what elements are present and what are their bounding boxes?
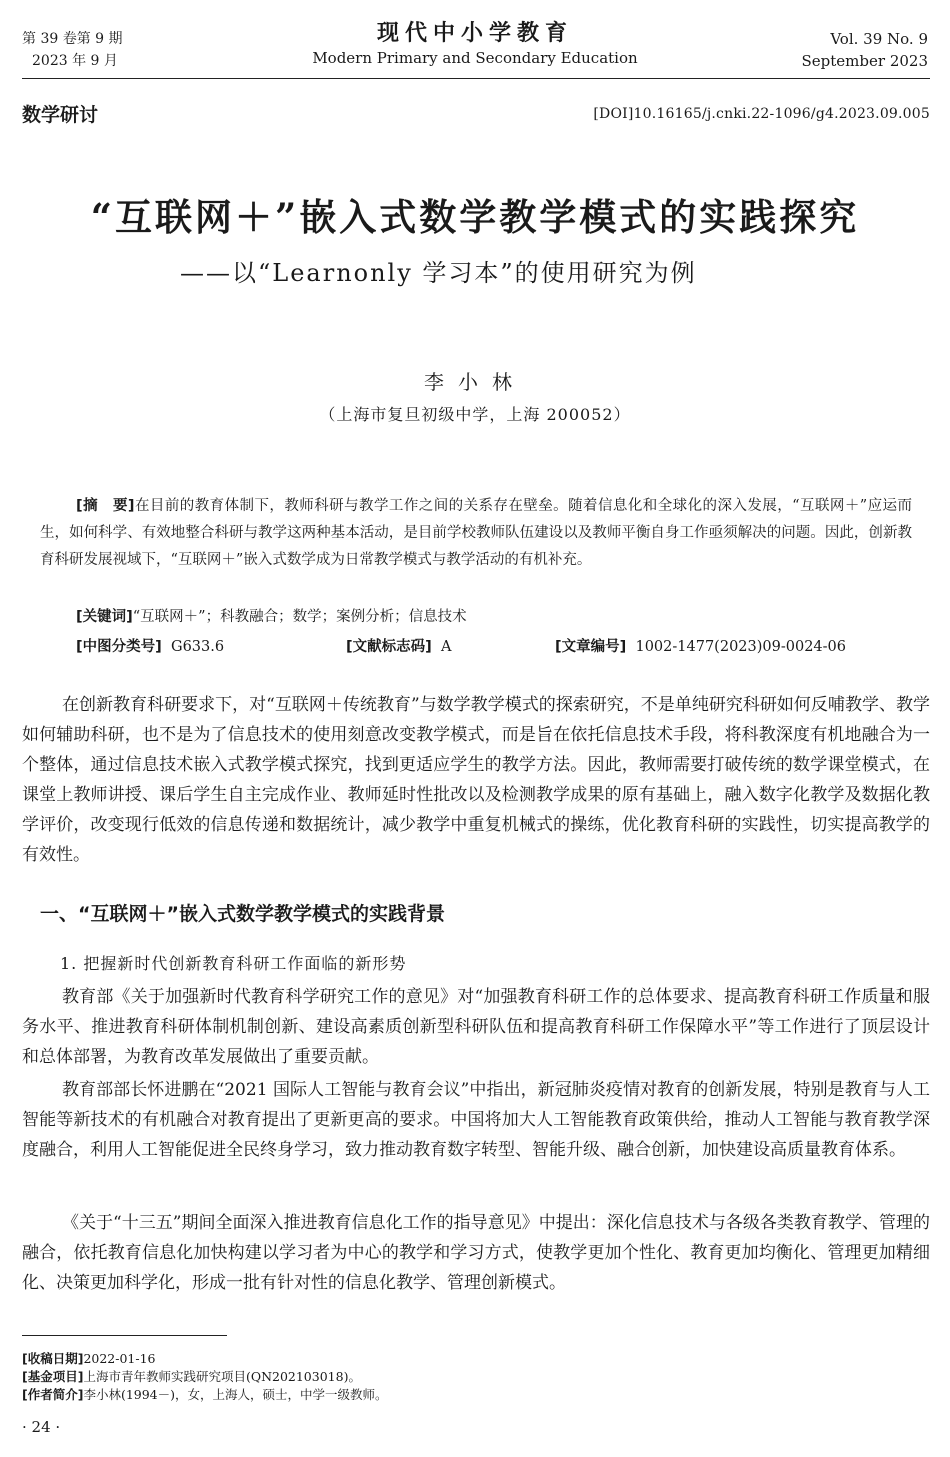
fund-text: 上海市青年教师实践研究项目(QN202103018)。	[83, 1369, 361, 1384]
footnote-author-bio	[22, 1386, 388, 1403]
abstract-label: [摘 要]	[76, 498, 135, 514]
footnote-divider	[22, 1335, 227, 1336]
journal-masthead	[300, 18, 650, 68]
subsection-heading-1: 1. 把握新时代创新教育科研工作面临的新形势	[60, 954, 407, 973]
footnote-fund	[22, 1368, 361, 1385]
header-right	[802, 28, 928, 72]
body-paragraph-3: 《关于“十三五”期间全面深入推进教育信息化工作的指导意见》中提出：深化信息技术与各级各类教育教学、管理的融合，依托教育信息化加快构建以学习者为中心的教学和学习方式，使教学更加个性化、教育更加均衡化、管理更加精细化、决策更加科学化，形成一批有针对性的信息化教学、管理创新模式。	[22, 1213, 930, 1293]
keywords-text: “互联网＋”；科教融合；数学；案例分析；信息技术	[132, 609, 467, 625]
fund-label: [基金项目]	[22, 1369, 84, 1384]
header-left	[22, 28, 123, 72]
clc-value: G633.6	[170, 639, 225, 655]
article-subtitle: ——以“Learnonly 学习本”的使用研究为例	[180, 259, 697, 287]
clc-number	[76, 635, 224, 656]
bio-label: [作者简介]	[22, 1387, 84, 1402]
intro-paragraph: 在创新教育科研要求下，对“互联网＋传统教育”与数学教学模式的探索研究，不是单纯研究科研如何反哺教学、教学如何辅助科研，也不是为了信息技术的使用刻意改变教学模式，而是旨在依托信息技术手段，将科教深度有机地融合为一个整体，通过信息技术嵌入式教学模式探究，找到更适应学生的教学方法。因此，教师需要打破传统的数学课堂模式，在课堂上教师讲授、课后学生自主完成作业、教师延时性批改以及检测教学成果的原有基础上，融入数字化教学及数据化教学评价，改变现行低效的信息传递和数据统计，减少教学中重复机械式的操练，优化教育科研的实践性，切实提高教学的有效性。	[22, 695, 930, 865]
bio-text: 李小林(1994－)，女，上海人，硕士，中学一级教师。	[83, 1387, 388, 1402]
journal-name-cn: 现代中小学教育	[376, 20, 573, 46]
clc-label: [中图分类号]	[76, 639, 162, 655]
author-affiliation: （上海市复旦初级中学，上海 200052）	[319, 405, 631, 424]
doc-code-label: [文献标志码]	[346, 639, 432, 655]
doc-code-value: A	[440, 639, 452, 655]
body-paragraph-1: 教育部《关于加强新时代教育科学研究工作的意见》对“加强教育科研工作的总体要求、提高教育科研工作质量和服务水平、推进教育科研体制机制创新、建设高素质创新型科研队伍和提高教育科研工作保障水平”等工作进行了顶层设计和总体部署，为教育改革发展做出了重要贡献。	[22, 987, 930, 1067]
volume-issue-cn: 第 39 卷第 9 期	[22, 31, 123, 47]
page-number: · 24 ·	[22, 1418, 61, 1436]
date-en: September 2023	[801, 52, 928, 70]
body-paragraph-2: 教育部部长怀进鹏在“2021 国际人工智能与教育会议”中指出，新冠肺炎疫情对教育的创新发展，特别是教育与人工智能等新技术的有机融合对教育提出了更新更高的要求。中国将加大人工智能教育政策供给，推动人工智能与教育教学深度融合，利用人工智能促进全民终身学习，致力推动教育数字转型、智能升级、融合创新，加快建设高质量教育体系。	[22, 1080, 930, 1160]
doi: [DOI]10.16165/j.cnki.22-1096/g4.2023.09.005	[593, 106, 930, 122]
journal-name-en: Modern Primary and Secondary Education	[312, 49, 638, 67]
abstract-text: 在目前的教育体制下，教师科研与教学工作之间的关系存在壁垒。随着信息化和全球化的深入发展，“互联网＋”应运而生，如何科学、有效地整合科研与教学这两种基本活动，是目前学校教师队伍建设以及教师平衡自身工作亟须解决的问题。因此，创新教育科研发展视域下，“互联网＋”嵌入式数学成为日常教学模式与教学活动的有机补充。	[40, 498, 912, 568]
article-no-label: [文章编号]	[555, 639, 627, 655]
article-title: “互联网＋”嵌入式数学教学模式的实践探究	[90, 195, 860, 239]
received-date: 2022-01-16	[83, 1351, 156, 1366]
header-divider	[22, 78, 930, 79]
article-number	[555, 635, 846, 656]
author-name: 李小林	[424, 370, 526, 394]
section-tag: 数学研讨	[22, 104, 99, 126]
keywords	[76, 605, 467, 626]
footnote-received	[22, 1350, 156, 1367]
volume-issue-en: Vol. 39 No. 9	[830, 30, 928, 48]
article-no-value: 1002-1477(2023)09-0024-06	[635, 639, 847, 655]
received-label: [收稿日期]	[22, 1351, 84, 1366]
section-heading-1: 一、“互联网＋”嵌入式数学教学模式的实践背景	[40, 903, 445, 925]
date-cn: 2023 年 9 月	[32, 53, 118, 69]
abstract	[40, 493, 912, 574]
document-code	[346, 635, 451, 656]
keywords-label: [关键词]	[76, 609, 133, 625]
